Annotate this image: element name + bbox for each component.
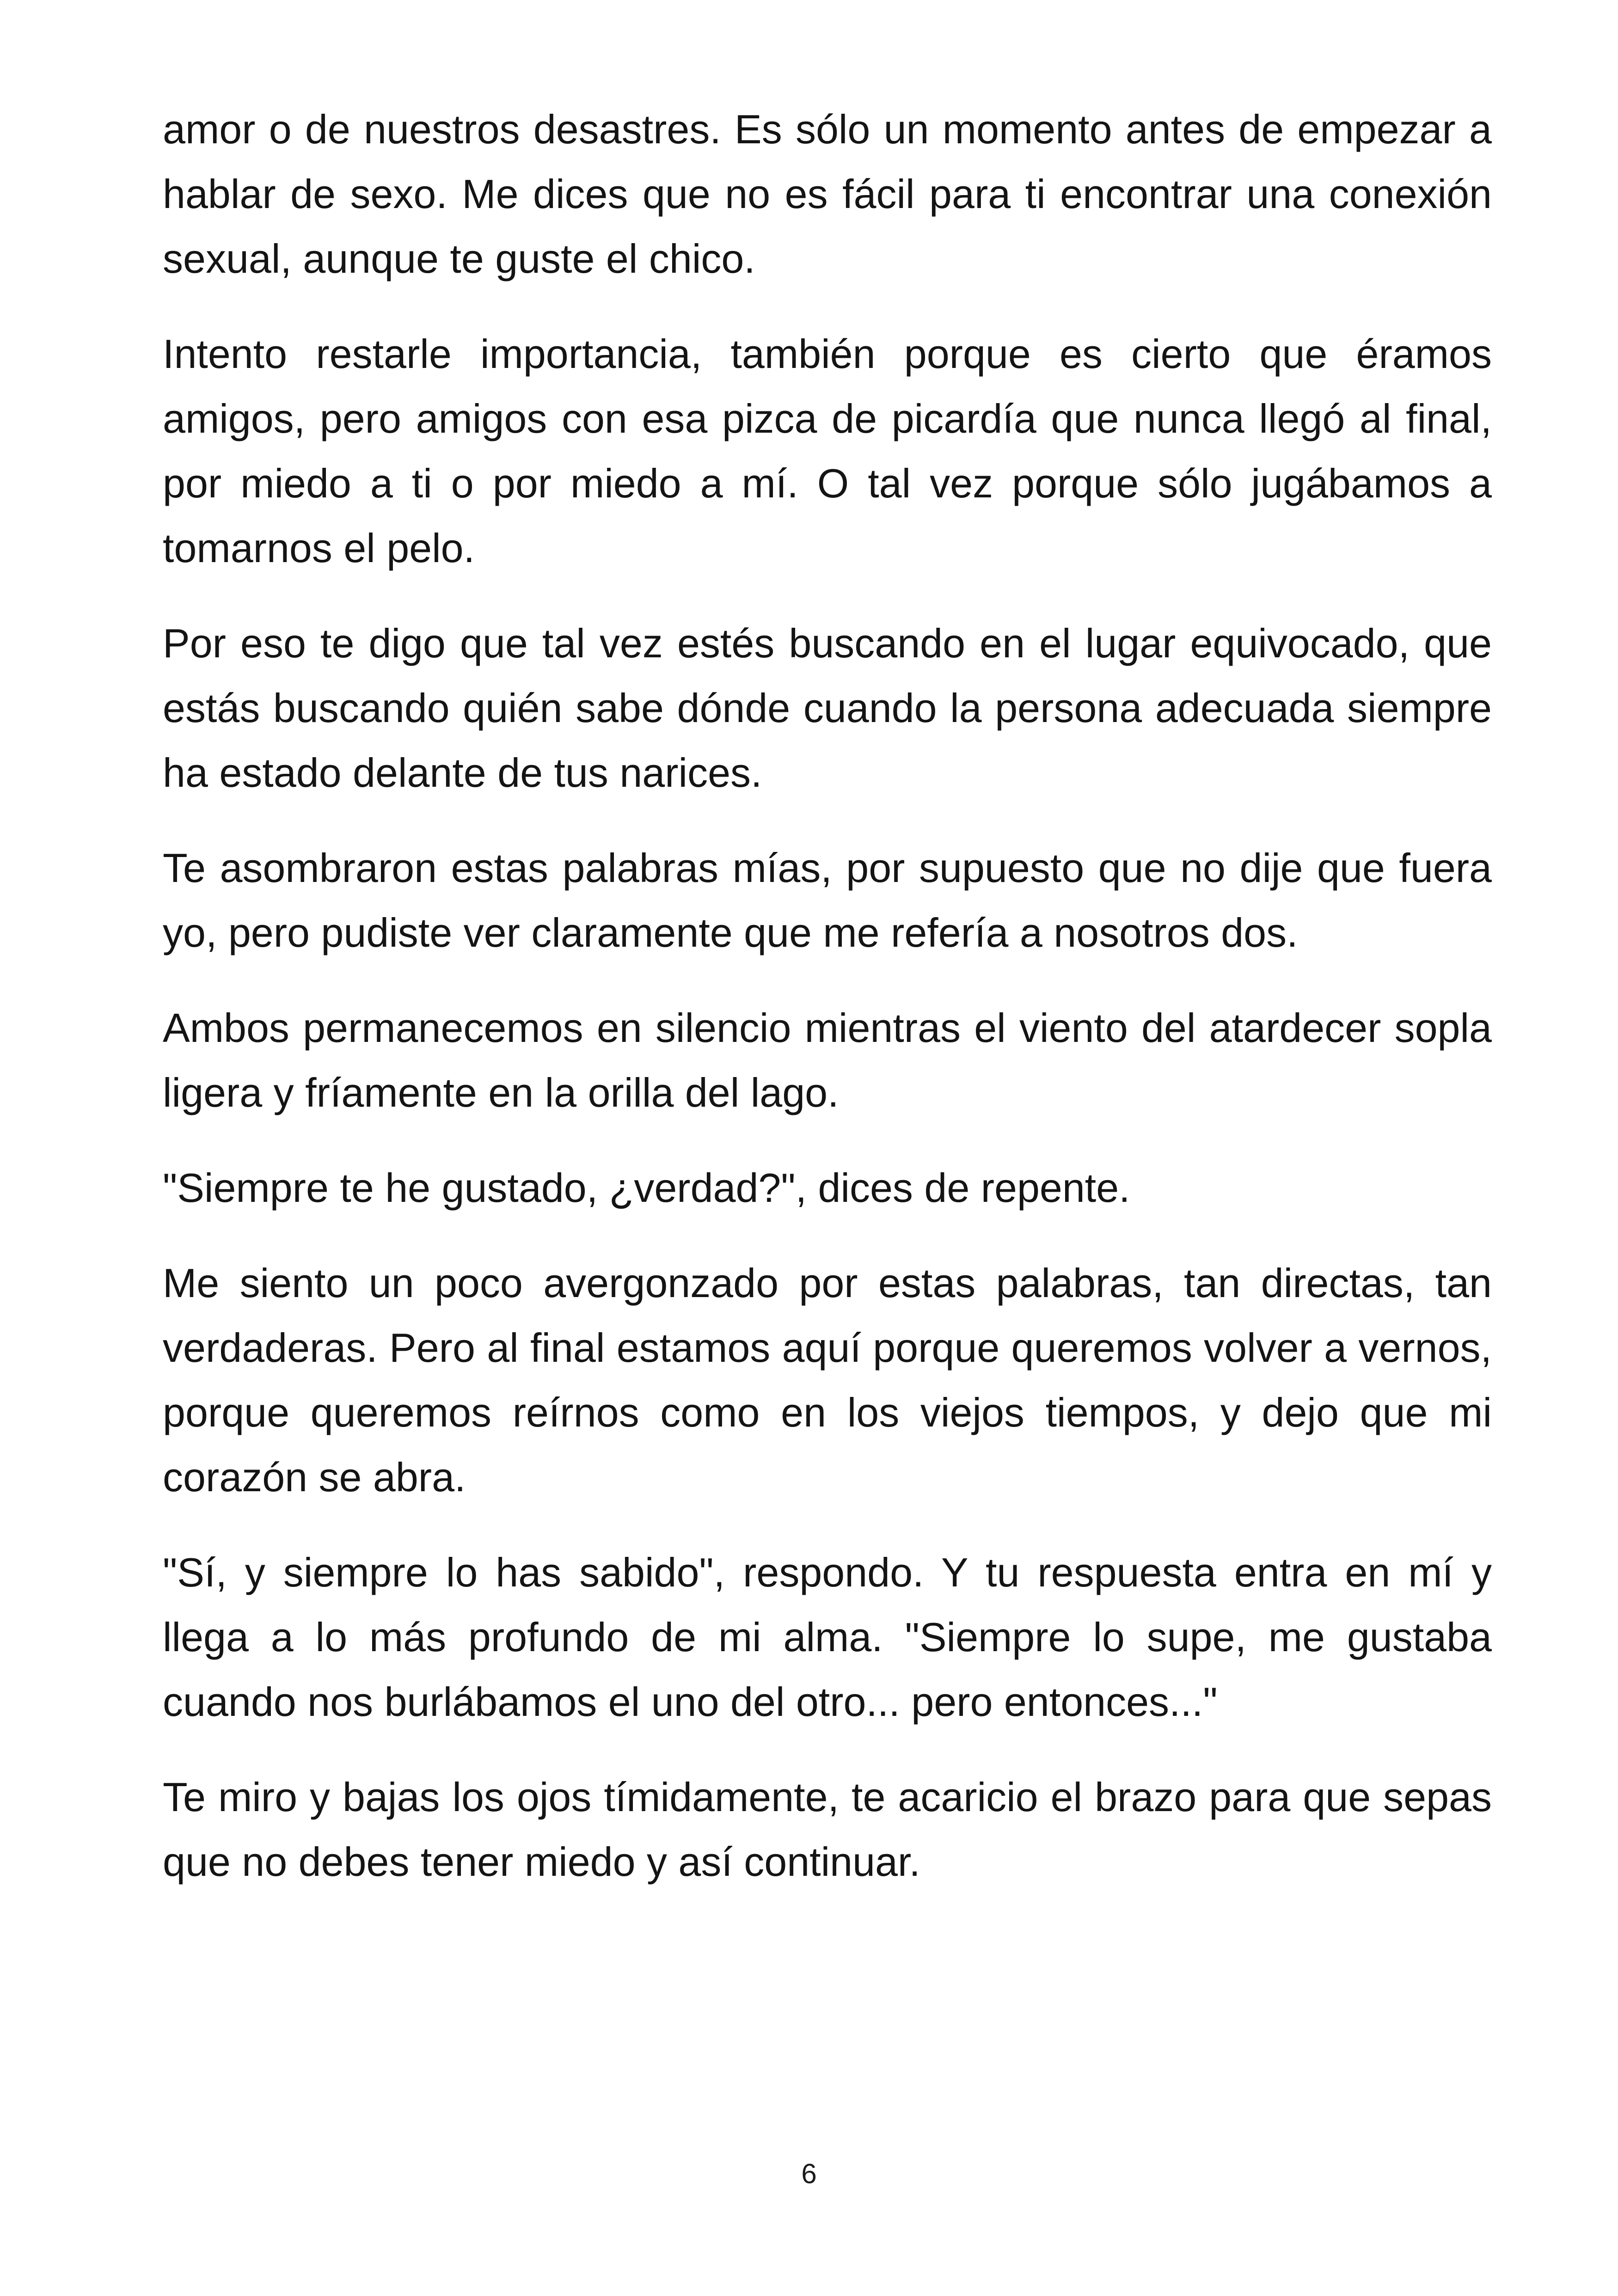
paragraph-2: Intento restarle importancia, también porque es cierto que éramos amigos, pero amigos con esa pizca de picardía que nunca llegó al final, por miedo a ti o por miedo a mí. O tal vez porque sólo jugábamos a tomarnos el pelo. xyxy=(163,331,1492,571)
paragraph-3: Por eso te digo que tal vez estés buscando en el lugar equivocado, que estás buscando quién sabe dónde cuando la persona adecuada siempre ha estado delante de tus narices. xyxy=(163,620,1492,796)
paragraph-1: amor o de nuestros desastres. Es sólo un momento antes de empezar a hablar de sexo. Me dices que no es fácil para ti encontrar una conexión sexual, aunque te guste el chico. xyxy=(163,106,1492,282)
page-number: 6 xyxy=(801,2158,817,2189)
paragraph-4: Te asombraron estas palabras mías, por supuesto que no dije que fuera yo, pero pudiste ver claramente que me refería a nosotros dos. xyxy=(163,845,1492,955)
paragraph-9: Te miro y bajas los ojos tímidamente, te acaricio el brazo para que sepas que no debes tener miedo y así continuar. xyxy=(163,1774,1492,1885)
paragraph-8: "Sí, y siempre lo has sabido", respondo. Y tu respuesta entra en mí y llega a lo más profundo de mi alma. "Siempre lo supe, me gustaba cuando nos burlábamos el uno del otro... pero entonces..." xyxy=(163,1549,1492,1725)
paragraph-6: "Siempre te he gustado, ¿verdad?", dices de repente. xyxy=(163,1165,1130,1211)
body-text xyxy=(163,97,1492,1925)
paragraph-7: Me siento un poco avergonzado por estas palabras, tan directas, tan verdaderas. Pero al final estamos aquí porque queremos volver a vernos, porque queremos reírnos como en los viejos tiempos, y dejo que mi corazón se abra. xyxy=(163,1260,1492,1500)
paragraph-5: Ambos permanecemos en silencio mientras el viento del atardecer sopla ligera y fríamente en la orilla del lago. xyxy=(163,1005,1492,1115)
